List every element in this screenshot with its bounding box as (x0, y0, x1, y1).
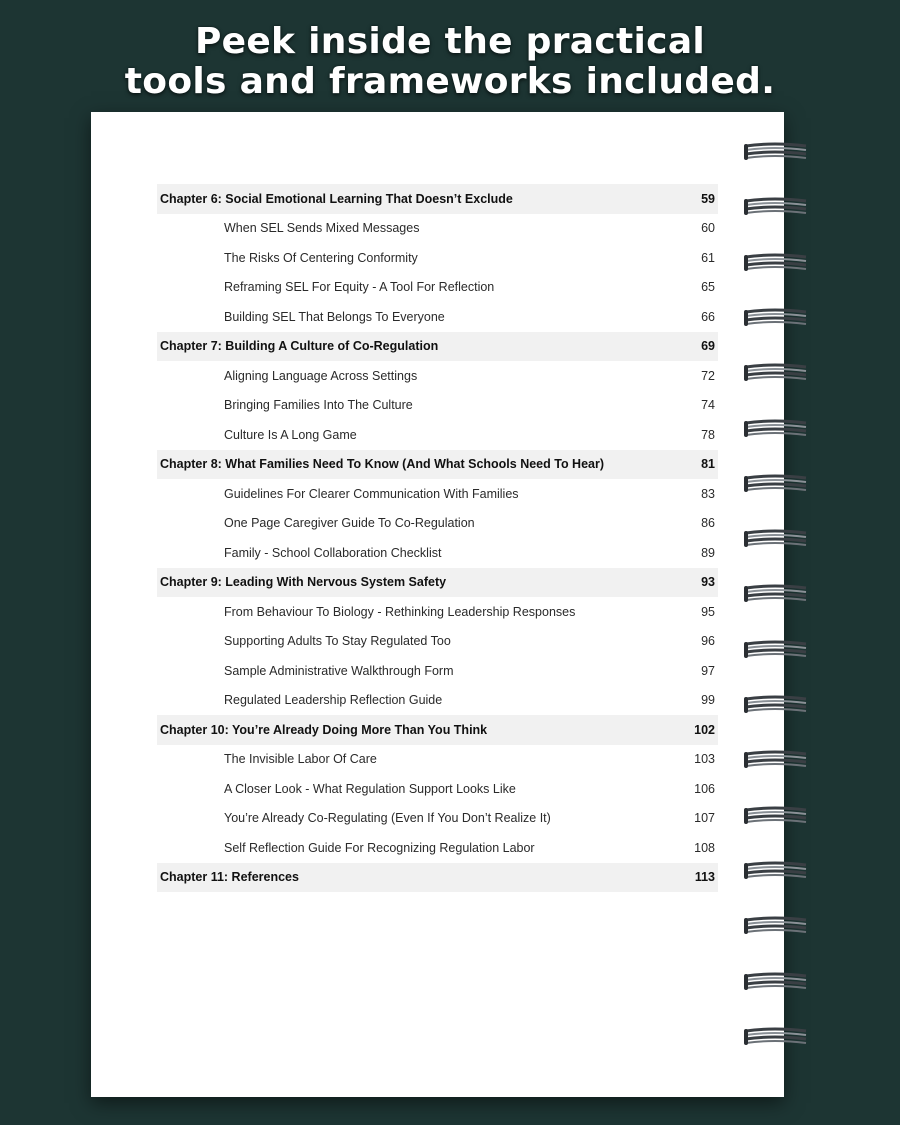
toc-entry-title: The Invisible Labor Of Care (224, 752, 377, 767)
toc-page-number: 97 (701, 663, 715, 678)
toc-chapter-row (157, 184, 718, 214)
toc-page-number: 95 (701, 604, 715, 619)
toc-page-number: 113 (694, 870, 715, 885)
spiral-coil-icon (744, 582, 810, 604)
toc-entry-title: Chapter 7: Building A Culture of Co-Regulation (160, 339, 439, 354)
spiral-binding (744, 140, 814, 1060)
toc-chapter-row (157, 715, 718, 745)
toc-entry-title: The Risks Of Centering Conformity (224, 250, 418, 265)
spiral-coil-icon (744, 361, 810, 383)
toc-page-number: 86 (701, 516, 715, 531)
toc-page-number: 72 (701, 368, 715, 383)
toc-entry-title: Building SEL That Belongs To Everyone (224, 309, 445, 324)
headline-line-2: tools and frameworks included. (124, 61, 776, 102)
toc-page-number: 108 (694, 840, 715, 855)
toc-section-row (157, 656, 718, 686)
toc-entry-title: When SEL Sends Mixed Messages (224, 221, 420, 236)
spiral-coil-icon (744, 970, 810, 992)
toc-page-number: 83 (701, 486, 715, 501)
toc-page-number: 89 (701, 545, 715, 560)
toc-section-row (157, 391, 718, 421)
toc-section-row (157, 538, 718, 568)
toc-section-row (157, 745, 718, 775)
toc-entry-title: Supporting Adults To Stay Regulated Too (224, 634, 451, 649)
spiral-coil-icon (744, 251, 810, 273)
spiral-coil-icon (744, 859, 810, 881)
headline-line-1: Peek inside the practical (194, 21, 706, 62)
toc-entry-title: Sample Administrative Walkthrough Form (224, 663, 454, 678)
toc-page-number: 60 (701, 221, 715, 236)
toc-entry-title: Chapter 9: Leading With Nervous System Safety (160, 575, 447, 590)
spiral-coil-icon (744, 804, 810, 826)
toc-section-row (157, 273, 718, 303)
notebook-page (91, 112, 784, 1097)
spiral-coil-icon (744, 693, 810, 715)
toc-page-number: 99 (701, 693, 715, 708)
spiral-coil-icon (744, 472, 810, 494)
toc-chapter-row (157, 450, 718, 480)
toc-entry-title: You’re Already Co-Regulating (Even If You Don’t Realize It) (224, 811, 551, 826)
spiral-coil-icon (744, 914, 810, 936)
toc-page-number: 93 (701, 575, 715, 590)
spiral-coil-icon (744, 195, 810, 217)
spiral-coil-icon (744, 527, 810, 549)
toc-page-number: 103 (694, 752, 715, 767)
toc-section-row (157, 214, 718, 244)
toc-page-number: 69 (701, 339, 715, 354)
spiral-coil-icon (744, 638, 810, 660)
toc-entry-title: One Page Caregiver Guide To Co-Regulation (224, 516, 475, 531)
toc-page-number: 61 (701, 250, 715, 265)
toc-section-row (157, 597, 718, 627)
toc-page-number: 102 (694, 722, 715, 737)
toc-page-number: 107 (694, 811, 715, 826)
toc-section-row (157, 479, 718, 509)
toc-entry-title: From Behaviour To Biology - Rethinking Leadership Responses (224, 604, 576, 619)
headline (0, 22, 900, 102)
toc-section-row (157, 774, 718, 804)
toc-entry-title: Bringing Families Into The Culture (224, 398, 413, 413)
toc-chapter-row (157, 568, 718, 598)
toc-entry-title: Chapter 10: You’re Already Doing More Than You Think (160, 722, 488, 737)
toc-page-number: 96 (701, 634, 715, 649)
spiral-coil-icon (744, 417, 810, 439)
toc-section-row (157, 686, 718, 716)
toc-entry-title: Self Reflection Guide For Recognizing Regulation Labor (224, 840, 535, 855)
toc-entry-title: Family - School Collaboration Checklist (224, 545, 442, 560)
toc-page-number: 106 (694, 781, 715, 796)
toc-entry-title: Chapter 11: References (160, 870, 299, 885)
toc-entry-title: Chapter 6: Social Emotional Learning That Doesn’t Exclude (160, 191, 513, 206)
toc-entry-title: Regulated Leadership Reflection Guide (224, 693, 443, 708)
toc-page-number: 59 (701, 191, 715, 206)
spiral-coil-icon (744, 748, 810, 770)
toc-entry-title: Guidelines For Clearer Communication With Families (224, 486, 519, 501)
table-of-contents (157, 184, 718, 892)
toc-section-row (157, 833, 718, 863)
toc-page-number: 65 (701, 280, 715, 295)
toc-section-row (157, 243, 718, 273)
toc-section-row (157, 302, 718, 332)
toc-section-row (157, 627, 718, 657)
toc-entry-title: Reframing SEL For Equity - A Tool For Reflection (224, 280, 495, 295)
toc-chapter-row (157, 863, 718, 893)
toc-section-row (157, 420, 718, 450)
toc-section-row (157, 361, 718, 391)
toc-entry-title: Chapter 8: What Families Need To Know (And What Schools Need To Hear) (160, 457, 605, 472)
toc-chapter-row (157, 332, 718, 362)
spiral-coil-icon (744, 306, 810, 328)
toc-entry-title: Culture Is A Long Game (224, 427, 357, 442)
toc-page-number: 74 (701, 398, 715, 413)
toc-entry-title: A Closer Look - What Regulation Support Looks Like (224, 781, 516, 796)
toc-page-number: 78 (701, 427, 715, 442)
toc-page-number: 81 (701, 457, 715, 472)
toc-section-row (157, 804, 718, 834)
toc-page-number: 66 (701, 309, 715, 324)
toc-section-row (157, 509, 718, 539)
spiral-coil-icon (744, 1025, 810, 1047)
spiral-coil-icon (744, 140, 810, 162)
toc-entry-title: Aligning Language Across Settings (224, 368, 418, 383)
